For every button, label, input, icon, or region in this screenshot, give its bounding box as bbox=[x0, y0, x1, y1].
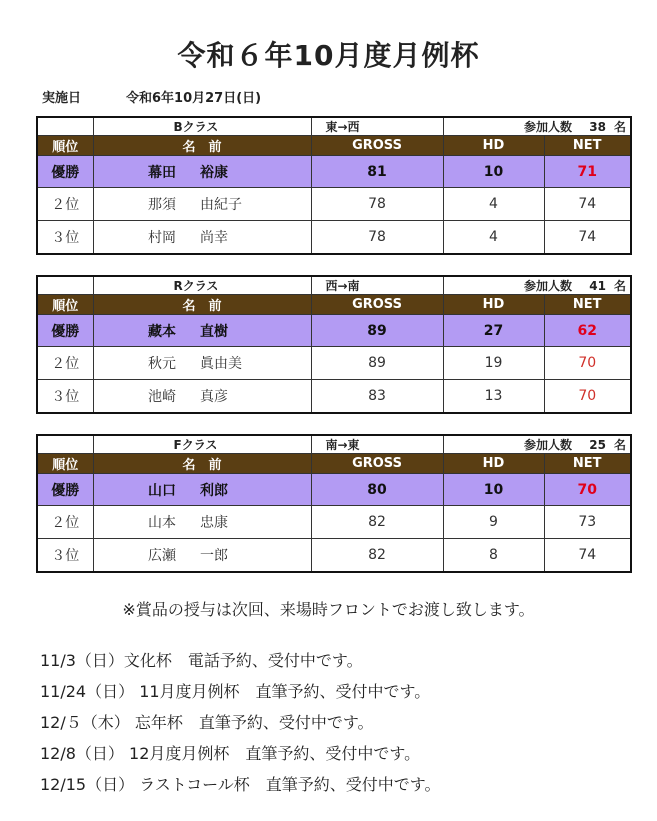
hd-header: HD bbox=[443, 454, 544, 474]
participant-count: 参加人数 25 名 bbox=[443, 435, 631, 454]
rank-header: 順位 bbox=[37, 295, 93, 315]
table-row bbox=[37, 347, 631, 380]
course-direction: 東→西 bbox=[311, 117, 443, 136]
rank-cell: ２位 bbox=[37, 347, 93, 380]
net-header: NET bbox=[544, 295, 631, 315]
results-table-b bbox=[36, 116, 632, 255]
list-item: 11/24（日） 11月度月例杯 直筆予約、受付中です。 bbox=[40, 682, 431, 701]
class-name: Rクラス bbox=[93, 276, 311, 295]
hd-cell: 10 bbox=[443, 474, 544, 506]
class-name: Bクラス bbox=[93, 117, 311, 136]
rank-header: 順位 bbox=[37, 136, 93, 156]
player-name: 秋元 眞由美 bbox=[93, 347, 311, 380]
class-info-row bbox=[37, 435, 631, 454]
list-item: 11/3（日）文化杯 電話予約、受付中です。 bbox=[40, 651, 363, 670]
table-row bbox=[37, 539, 631, 573]
net-cell: 73 bbox=[544, 506, 631, 539]
gross-cell: 89 bbox=[311, 347, 443, 380]
net-cell: 71 bbox=[544, 156, 631, 188]
gross-header: GROSS bbox=[311, 295, 443, 315]
table-row bbox=[37, 188, 631, 221]
name-header: 名 前 bbox=[93, 136, 311, 156]
results-table-r bbox=[36, 275, 632, 414]
rank-cell: 優勝 bbox=[37, 315, 93, 347]
gross-cell: 78 bbox=[311, 188, 443, 221]
rank-cell: 優勝 bbox=[37, 156, 93, 188]
player-name: 広瀬 一郎 bbox=[93, 539, 311, 573]
class-info-row bbox=[37, 276, 631, 295]
player-name: 山本 忠康 bbox=[93, 506, 311, 539]
participant-count: 参加人数 38 名 bbox=[443, 117, 631, 136]
list-item: 12/8（日） 12月度月例杯 直筆予約、受付中です。 bbox=[40, 744, 421, 763]
participant-count: 参加人数 41 名 bbox=[443, 276, 631, 295]
name-header: 名 前 bbox=[93, 295, 311, 315]
net-cell: 70 bbox=[544, 474, 631, 506]
hd-cell: 9 bbox=[443, 506, 544, 539]
rank-cell: ３位 bbox=[37, 539, 93, 573]
hd-cell: 10 bbox=[443, 156, 544, 188]
rank-cell: 優勝 bbox=[37, 474, 93, 506]
player-name: 池崎 真彦 bbox=[93, 380, 311, 414]
player-name: 幕田 裕康 bbox=[93, 156, 311, 188]
course-direction: 西→南 bbox=[311, 276, 443, 295]
table-header-row bbox=[37, 136, 631, 156]
hd-cell: 8 bbox=[443, 539, 544, 573]
net-cell: 74 bbox=[544, 221, 631, 255]
player-name: 村岡 尚幸 bbox=[93, 221, 311, 255]
rank-header: 順位 bbox=[37, 454, 93, 474]
hd-cell: 4 bbox=[443, 188, 544, 221]
player-name: 那須 由紀子 bbox=[93, 188, 311, 221]
gross-header: GROSS bbox=[311, 136, 443, 156]
prize-notice: ※賞品の授与は次回、来場時フロントでお渡し致します。 bbox=[122, 600, 535, 619]
hd-header: HD bbox=[443, 295, 544, 315]
course-direction: 南→東 bbox=[311, 435, 443, 454]
winner-row bbox=[37, 156, 631, 188]
gross-cell: 81 bbox=[311, 156, 443, 188]
gross-cell: 83 bbox=[311, 380, 443, 414]
hd-cell: 4 bbox=[443, 221, 544, 255]
table-row bbox=[37, 380, 631, 414]
table-row bbox=[37, 221, 631, 255]
hd-cell: 27 bbox=[443, 315, 544, 347]
net-cell: 74 bbox=[544, 539, 631, 573]
net-cell: 70 bbox=[544, 380, 631, 414]
date-label: 実施日 bbox=[42, 91, 82, 106]
table-header-row bbox=[37, 454, 631, 474]
table-header-row bbox=[37, 295, 631, 315]
winner-row bbox=[37, 315, 631, 347]
net-header: NET bbox=[544, 454, 631, 474]
net-header: NET bbox=[544, 136, 631, 156]
rank-cell: ２位 bbox=[37, 506, 93, 539]
page-title: 令和６年10月度月例杯 bbox=[177, 39, 480, 72]
gross-header: GROSS bbox=[311, 454, 443, 474]
date-value: 令和6年10月27日(日) bbox=[126, 91, 262, 106]
rank-cell: ３位 bbox=[37, 221, 93, 255]
gross-cell: 80 bbox=[311, 474, 443, 506]
net-cell: 74 bbox=[544, 188, 631, 221]
gross-cell: 82 bbox=[311, 539, 443, 573]
player-name: 山口 利郎 bbox=[93, 474, 311, 506]
gross-cell: 82 bbox=[311, 506, 443, 539]
upcoming-events-list bbox=[40, 645, 440, 800]
winner-row bbox=[37, 474, 631, 506]
name-header: 名 前 bbox=[93, 454, 311, 474]
class-name: Fクラス bbox=[93, 435, 311, 454]
gross-cell: 78 bbox=[311, 221, 443, 255]
net-cell: 62 bbox=[544, 315, 631, 347]
hd-cell: 19 bbox=[443, 347, 544, 380]
gross-cell: 89 bbox=[311, 315, 443, 347]
hd-cell: 13 bbox=[443, 380, 544, 414]
results-table-f bbox=[36, 434, 632, 573]
hd-header: HD bbox=[443, 136, 544, 156]
player-name: 藏本 直樹 bbox=[93, 315, 311, 347]
list-item: 12/５（木） 忘年杯 直筆予約、受付中です。 bbox=[40, 713, 374, 732]
rank-cell: ２位 bbox=[37, 188, 93, 221]
rank-cell: ３位 bbox=[37, 380, 93, 414]
list-item: 12/15（日） ラストコール杯 直筆予約、受付中です。 bbox=[40, 775, 441, 794]
class-info-row bbox=[37, 117, 631, 136]
table-row bbox=[37, 506, 631, 539]
net-cell: 70 bbox=[544, 347, 631, 380]
event-date-row bbox=[42, 87, 261, 106]
